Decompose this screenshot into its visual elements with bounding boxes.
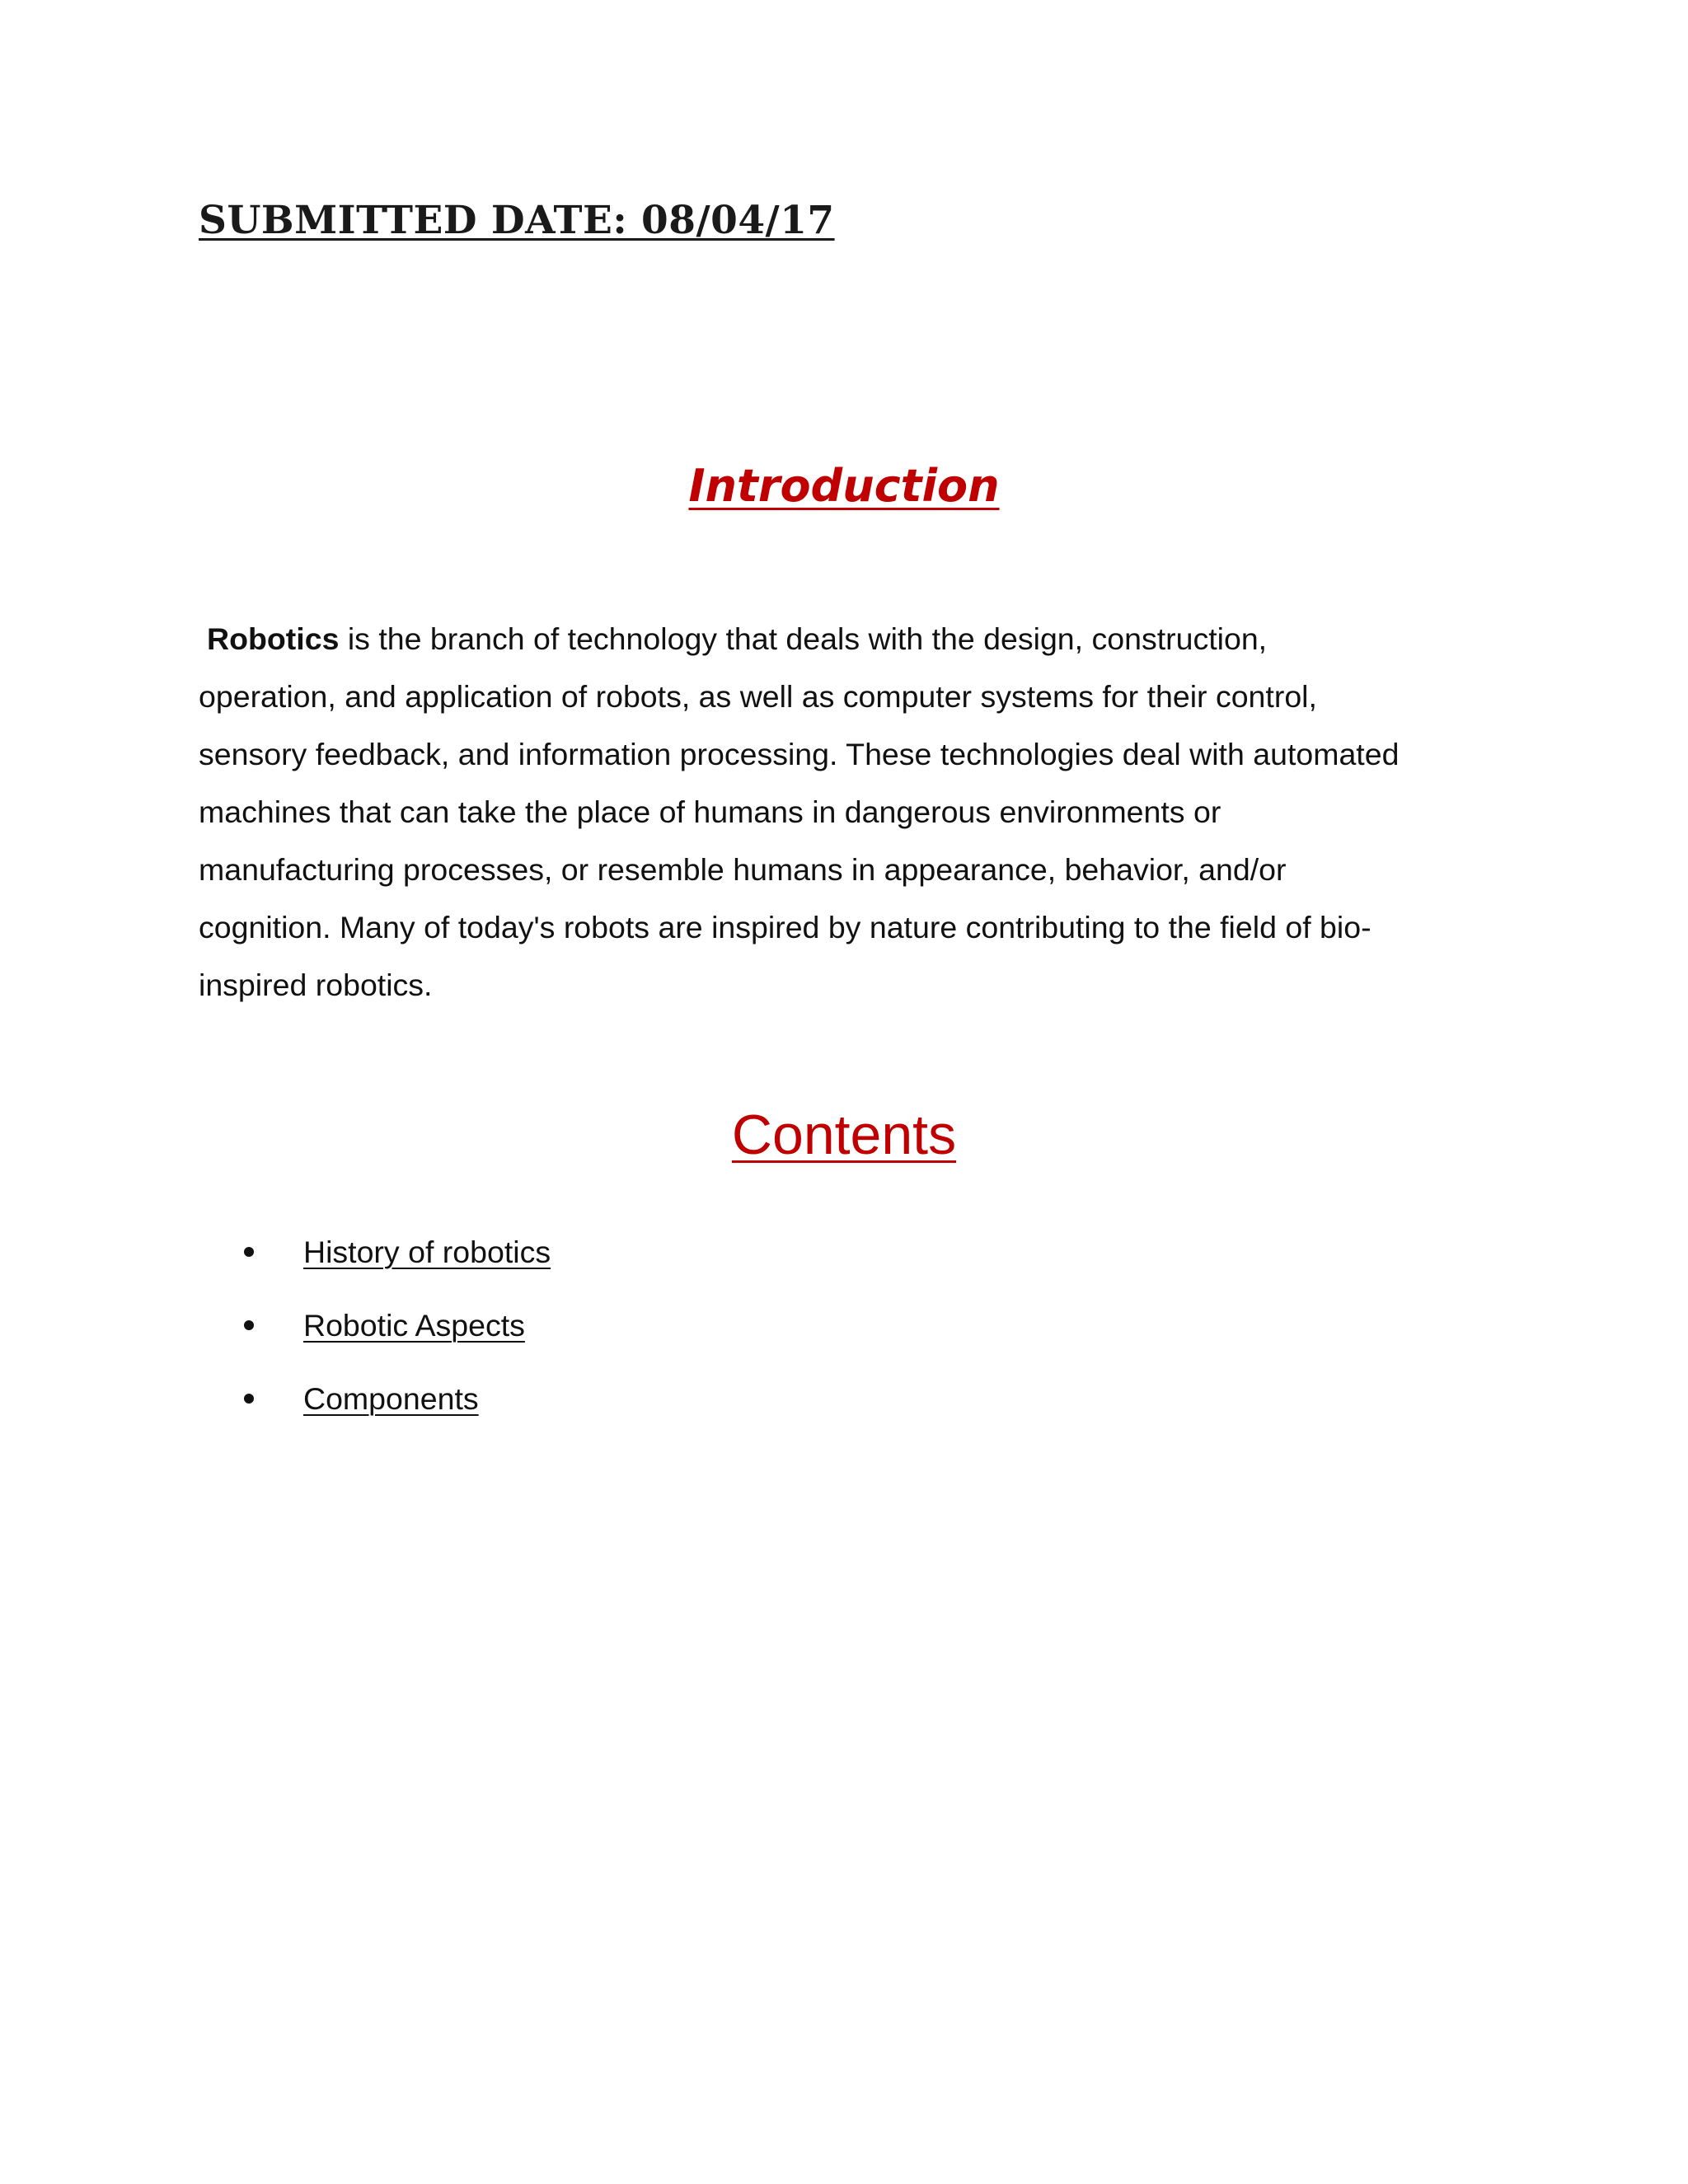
introduction-heading: Introduction (688, 460, 1000, 512)
contents-heading: Contents (731, 1104, 957, 1166)
contents-item-aspects (244, 1288, 551, 1361)
contents-list (244, 1215, 551, 1435)
intro-line-3: sensory feedback, and information processing. These technologies deal with automated (199, 737, 1400, 771)
intro-line-1 (199, 610, 1501, 668)
intro-line-5: manufacturing processes, or resemble humans in appearance, behavior, and/or (199, 852, 1287, 887)
bullet-icon (244, 1320, 254, 1330)
contents-link-components[interactable]: Components (303, 1380, 479, 1416)
submitted-date: SUBMITTED DATE: 08/04/17 (199, 198, 835, 243)
intro-line-6: cognition. Many of today's robots are inspired by nature contributing to the field of bio- (199, 910, 1372, 944)
intro-line-1-rest: is the branch of technology that deals with the design, construction, (339, 621, 1268, 656)
lead-term: Robotics (207, 621, 340, 656)
contents-link-history[interactable]: History of robotics (303, 1234, 551, 1269)
contents-item-history (244, 1215, 551, 1288)
bullet-icon (244, 1394, 254, 1404)
contents-link-aspects[interactable]: Robotic Aspects (303, 1307, 525, 1343)
introduction-paragraph (199, 610, 1501, 1014)
bullet-icon (244, 1247, 254, 1257)
intro-line-4: machines that can take the place of humans in dangerous environments or (199, 794, 1221, 829)
intro-line-2: operation, and application of robots, as well as computer systems for their control, (199, 679, 1317, 714)
contents-item-components (244, 1361, 551, 1435)
intro-line-7: inspired robotics. (199, 968, 433, 1002)
